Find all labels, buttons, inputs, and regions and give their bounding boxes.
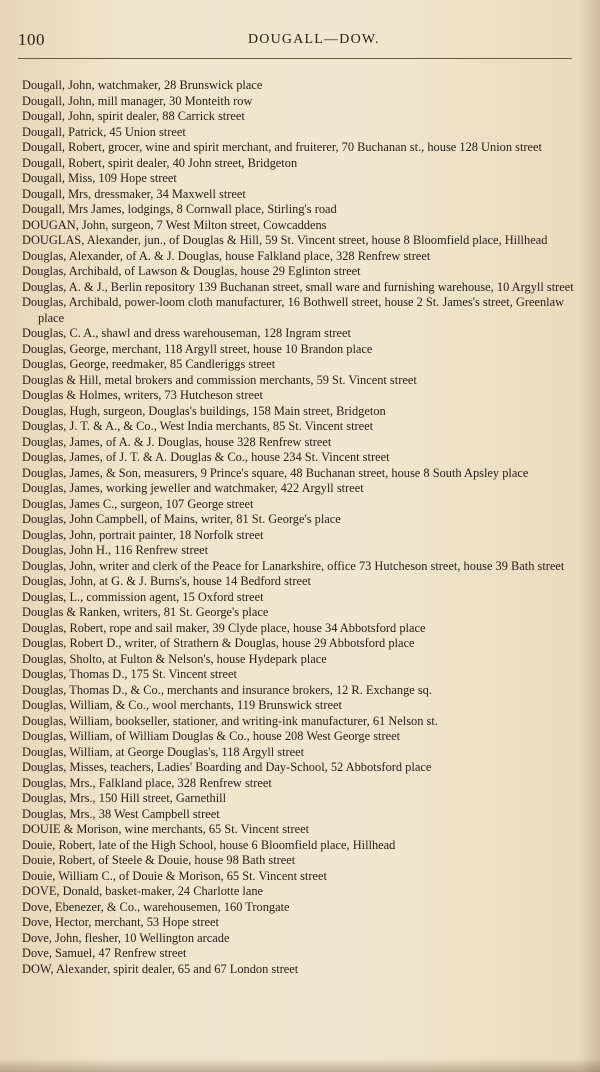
directory-entry: Douglas, A. & J., Berlin repository 139 Buchanan street, small ware and furnishing warehouse, 10 Argyll street [22, 279, 574, 294]
directory-entry: DOW, Alexander, spirit dealer, 65 and 67 London street [22, 961, 299, 976]
page-gutter-shadow [578, 0, 600, 1072]
directory-entry: Douglas & Holmes, writers, 73 Hutcheson street [22, 388, 263, 402]
directory-entry: Dougall, Patrick, 45 Union street [22, 124, 186, 139]
directory-entry: Dove, Ebenezer, & Co., warehousemen, 160 Trongate [22, 899, 290, 914]
directory-entry: Douglas, Mrs., Falkland place, 328 Renfrew street [22, 775, 272, 790]
directory-entry: Douglas, James, & Son, measurers, 9 Prince's square, 48 Buchanan street, house 8 South Apsley place [22, 465, 529, 480]
directory-entry: Dougall, Robert, grocer, wine and spirit merchant, and fruiterer, 70 Buchanan st., house 128 Union street [22, 140, 542, 154]
directory-entry: Douie, Robert, of Steele & Douie, house 98 Bath street [22, 853, 296, 867]
directory-entry: Douglas, Archibald, of Lawson & Douglas, house 29 Eglinton street [22, 264, 361, 278]
directory-entry: Douglas, James C., surgeon, 107 George street [22, 496, 254, 511]
directory-entry: Douglas, Robert D., writer, of Strathern & Douglas, house 29 Abbotsford place [22, 636, 415, 650]
directory-entry: Douglas, George, reedmaker, 85 Candleriggs street [22, 357, 276, 371]
directory-entry: Douglas, Thomas D., & Co., merchants and insurance brokers, 12 R. Exchange sq. [22, 682, 432, 697]
directory-entry: Douglas, Alexander, of A. & J. Douglas, house Falkland place, 328 Renfrew street [22, 248, 431, 263]
directory-entry: Douglas, Mrs., 38 West Campbell street [22, 806, 220, 821]
directory-entry: Douglas, John Campbell, of Mains, writer, 81 St. George's place [22, 512, 341, 526]
directory-entry: DOUIE & Morison, wine merchants, 65 St. Vincent street [22, 822, 310, 836]
directory-entry: Douie, Robert, late of the High School, house 6 Bloomfield place, Hillhead [22, 837, 396, 852]
directory-entry: Douglas, Misses, teachers, Ladies' Boarding and Day-School, 52 Abbotsford place [22, 760, 432, 774]
directory-entries [22, 78, 574, 977]
directory-entry: Douglas, Robert, rope and sail maker, 39 Clyde place, house 34 Abbotsford place [22, 620, 426, 635]
directory-entry: Douglas, William, at George Douglas's, 118 Argyll street [22, 744, 305, 759]
directory-entry: Dougall, Mrs, dressmaker, 34 Maxwell street [22, 186, 246, 201]
page-number: 100 [18, 30, 45, 49]
directory-entry: Douglas, Thomas D., 175 St. Vincent street [22, 667, 237, 681]
directory-entry: Dove, Samuel, 47 Renfrew street [22, 946, 187, 960]
directory-entry: Douglas, Hugh, surgeon, Douglas's buildings, 158 Main street, Bridgeton [22, 403, 386, 418]
directory-entry: Douglas, Sholto, at Fulton & Nelson's, house Hydepark place [22, 651, 327, 666]
directory-entry: Douglas, John H., 116 Renfrew street [22, 543, 209, 557]
directory-entry: Dougall, Robert, spirit dealer, 40 John street, Bridgeton [22, 155, 298, 170]
directory-entry: Dougall, Mrs James, lodgings, 8 Cornwall place, Stirling's road [22, 202, 337, 216]
running-head: DOUGALL—DOW. [248, 32, 380, 47]
directory-entry: Dove, John, flesher, 10 Wellington arcade [22, 930, 230, 945]
directory-entry: Douglas, J. T. & A., & Co., West India merchants, 85 St. Vincent street [22, 419, 374, 433]
directory-entry: Douglas, John, writer and clerk of the Peace for Lanarkshire, office 73 Hutcheson street, house 39 Bath street [22, 558, 565, 573]
directory-entry: Douglas, William, of William Douglas & Co., house 208 West George street [22, 729, 401, 743]
directory-entry: Dougall, John, watchmaker, 28 Brunswick place [22, 78, 263, 92]
directory-entry: Douglas, James, of A. & J. Douglas, house 328 Renfrew street [22, 434, 332, 449]
directory-entry: Douglas, John, portrait painter, 18 Norfolk street [22, 527, 264, 542]
directory-entry: Douglas, John, at G. & J. Burns's, house 14 Bedford street [22, 574, 311, 588]
directory-entry: Douglas & Hill, metal brokers and commission merchants, 59 St. Vincent street [22, 372, 417, 387]
directory-entry: Douglas, William, bookseller, stationer, and writing-ink manufacturer, 61 Nelson st. [22, 713, 438, 728]
directory-entry: Dougall, Miss, 109 Hope street [22, 171, 177, 185]
directory-entry: DOVE, Donald, basket-maker, 24 Charlotte lane [22, 884, 264, 898]
page-header [18, 30, 570, 54]
directory-entry: Dougall, John, spirit dealer, 88 Carrick street [22, 109, 245, 123]
directory-entry: Douglas, James, of J. T. & A. Douglas & Co., house 234 St. Vincent street [22, 450, 390, 464]
directory-entry: Douglas, William, & Co., wool merchants, 119 Brunswick street [22, 698, 342, 712]
directory-entry: Douglas, C. A., shawl and dress warehouseman, 128 Ingram street [22, 326, 351, 340]
directory-entry: Douglas, Archibald, power-loom cloth manufacturer, 16 Bothwell street, house 2 St. James's street, Greenlaw place [22, 295, 565, 325]
directory-entry: Dougall, John, mill manager, 30 Monteith row [22, 93, 253, 108]
directory-entry: Douie, William C., of Douie & Morison, 65 St. Vincent street [22, 868, 327, 883]
directory-entry: Dove, Hector, merchant, 53 Hope street [22, 915, 219, 929]
header-rule [18, 58, 572, 59]
directory-entry: Douglas & Ranken, writers, 81 St. George's place [22, 605, 269, 619]
directory-entry: Douglas, Mrs., 150 Hill street, Garnethill [22, 791, 227, 805]
directory-entry: DOUGLAS, Alexander, jun., of Douglas & Hill, 59 St. Vincent street, house 8 Bloomfield place, Hillhead [22, 233, 548, 247]
directory-entry: DOUGAN, John, surgeon, 7 West Milton street, Cowcaddens [22, 217, 327, 232]
page-bottom-edge [0, 1058, 600, 1072]
directory-entry: Douglas, George, merchant, 118 Argyll street, house 10 Brandon place [22, 341, 373, 356]
directory-entry: Douglas, James, working jeweller and watchmaker, 422 Argyll street [22, 481, 364, 495]
directory-entry: Douglas, L., commission agent, 15 Oxford street [22, 589, 264, 604]
